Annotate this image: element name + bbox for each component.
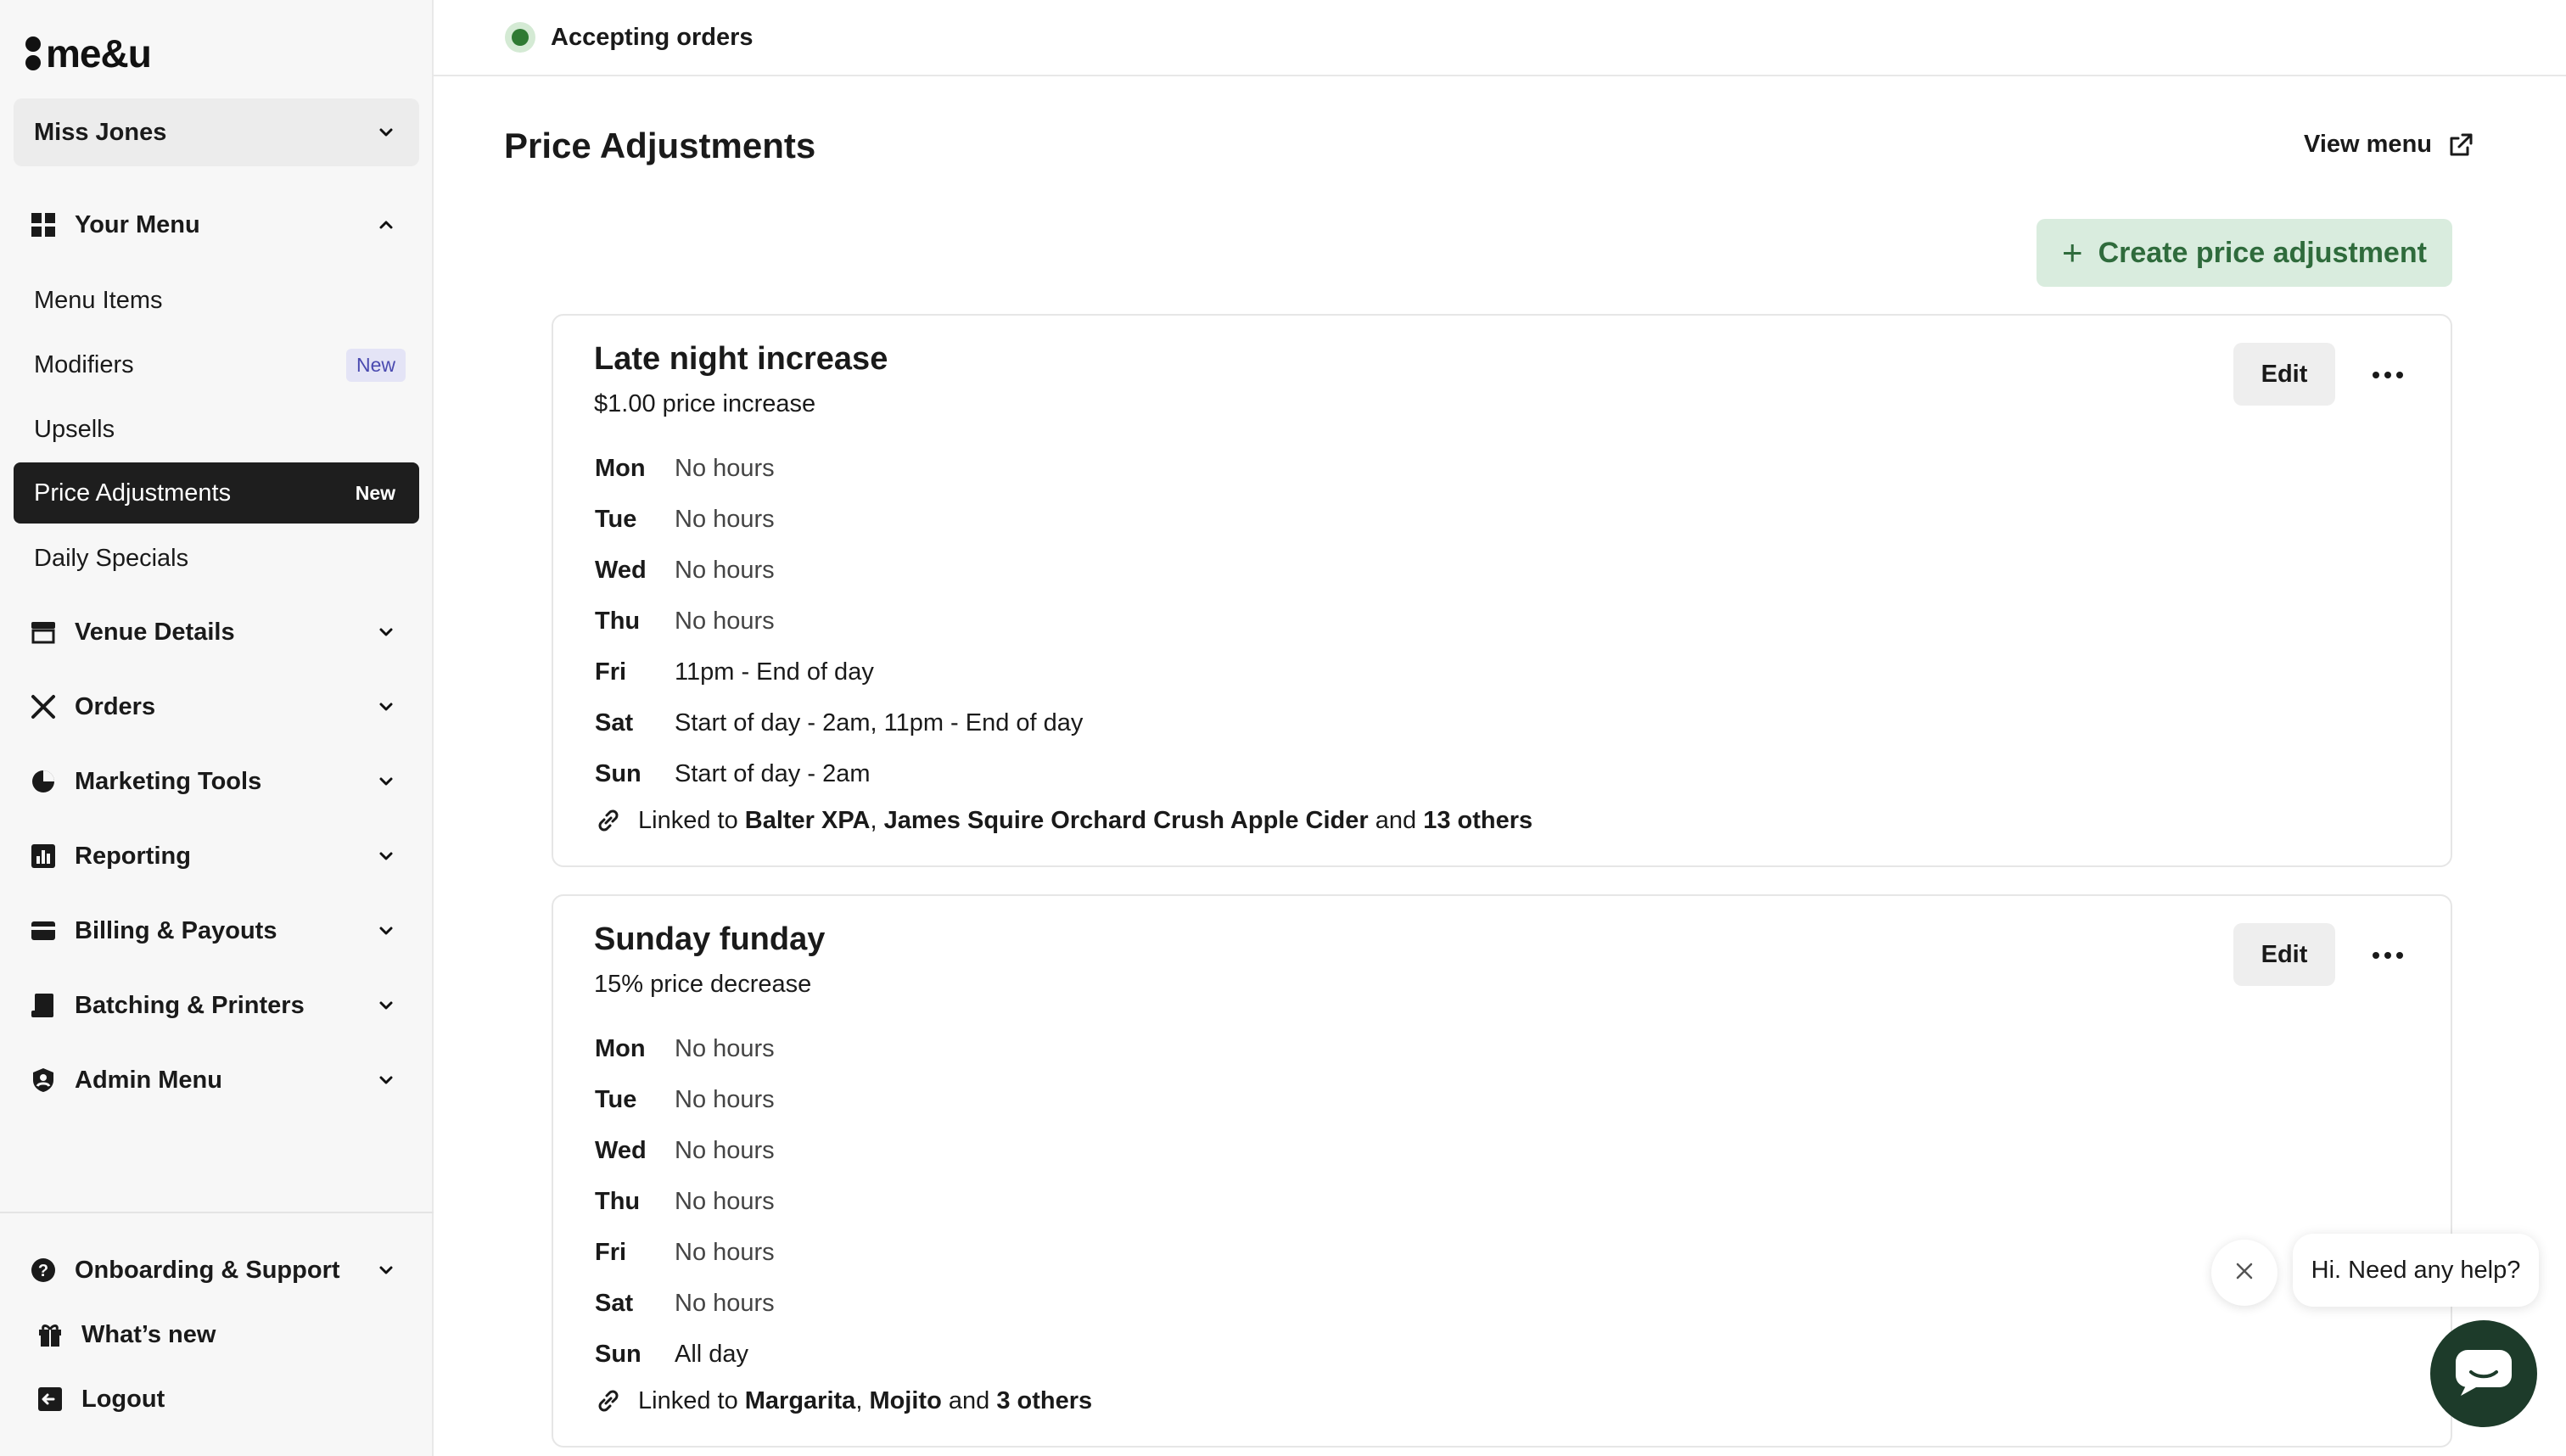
card-title: Late night increase bbox=[594, 341, 888, 377]
sidebar-item-menu-items[interactable] bbox=[14, 270, 419, 331]
nav-label: Batching & Printers bbox=[75, 991, 305, 1019]
schedule-list bbox=[595, 1023, 775, 1380]
day-label: Thu bbox=[595, 607, 641, 635]
nav-label: Venue Details bbox=[75, 618, 235, 646]
chevron-down-icon bbox=[377, 623, 395, 641]
bar-chart-icon bbox=[29, 842, 58, 871]
sidebar bbox=[0, 0, 434, 1456]
price-adjustment-card bbox=[552, 894, 2452, 1448]
status-indicator-icon bbox=[505, 22, 535, 53]
day-label: Mon bbox=[595, 1034, 646, 1062]
nav-billing-payouts[interactable] bbox=[14, 905, 419, 956]
schedule-row bbox=[595, 1227, 775, 1278]
day-label: Fri bbox=[595, 1238, 627, 1266]
new-badge: New bbox=[355, 481, 395, 504]
nav-label: Admin Menu bbox=[75, 1066, 222, 1094]
day-label: Mon bbox=[595, 454, 646, 482]
hours-value: 11pm - End of day bbox=[675, 658, 874, 686]
nav-logout[interactable] bbox=[14, 1374, 419, 1425]
nav-your-menu-label: Your Menu bbox=[75, 210, 200, 238]
create-button-label: Create price adjustment bbox=[2098, 236, 2427, 269]
view-menu-label: View menu bbox=[2304, 131, 2432, 158]
nav-whats-new[interactable] bbox=[14, 1309, 419, 1360]
venue-name: Miss Jones bbox=[34, 118, 167, 146]
hours-value: No hours bbox=[675, 1085, 775, 1113]
day-label: Tue bbox=[595, 505, 637, 533]
svg-text:?: ? bbox=[37, 1262, 49, 1280]
top-bar bbox=[434, 0, 2566, 76]
day-label: Tue bbox=[595, 1085, 637, 1113]
hours-value: No hours bbox=[675, 1187, 775, 1215]
linked-items: Linked to Balter XPA , James Squire Orchard Crush Apple Cider and 13 others bbox=[594, 806, 1532, 835]
hours-value: No hours bbox=[675, 1238, 775, 1266]
help-circle-icon bbox=[29, 1256, 58, 1285]
sidebar-divider bbox=[0, 1212, 434, 1213]
schedule-row bbox=[595, 596, 1083, 647]
link-icon bbox=[594, 806, 623, 835]
linked-item: Balter XPA bbox=[744, 806, 871, 834]
linked-item: James Squire Orchard Crush Apple Cider bbox=[883, 806, 1369, 834]
chat-launcher-button[interactable] bbox=[2430, 1320, 2537, 1427]
linked-and: and bbox=[1375, 806, 1417, 834]
sidebar-item-daily-specials[interactable] bbox=[14, 528, 419, 589]
sidebar-item-label: Menu Items bbox=[34, 286, 163, 314]
hours-value: No hours bbox=[675, 1034, 775, 1062]
new-badge: New bbox=[346, 349, 406, 382]
chevron-down-icon bbox=[377, 996, 395, 1015]
card-subtitle: $1.00 price increase bbox=[594, 390, 816, 417]
nav-label: Marketing Tools bbox=[75, 767, 262, 795]
logo-text: me&u bbox=[46, 31, 151, 76]
price-adjustment-card bbox=[552, 314, 2452, 867]
schedule-row bbox=[595, 1329, 775, 1380]
linked-others: 3 others bbox=[996, 1386, 1093, 1414]
nav-label: Billing & Payouts bbox=[75, 916, 277, 944]
schedule-row bbox=[595, 1176, 775, 1227]
sidebar-item-modifiers[interactable] bbox=[14, 334, 419, 395]
hours-value: No hours bbox=[675, 607, 775, 635]
chevron-down-icon bbox=[377, 697, 395, 716]
edit-button[interactable]: Edit bbox=[2233, 923, 2335, 986]
day-label: Fri bbox=[595, 658, 627, 686]
chevron-down-icon bbox=[377, 1261, 395, 1280]
day-label: Sun bbox=[595, 1340, 642, 1368]
more-options-icon[interactable] bbox=[2364, 932, 2412, 979]
chevron-down-icon bbox=[377, 921, 395, 940]
chevron-down-icon bbox=[377, 123, 395, 142]
gift-icon bbox=[36, 1320, 64, 1349]
sidebar-item-label: Modifiers bbox=[34, 350, 134, 378]
schedule-list bbox=[595, 443, 1083, 799]
grid-icon bbox=[29, 210, 58, 239]
linked-prefix: Linked to bbox=[638, 806, 738, 834]
schedule-row bbox=[595, 1125, 775, 1176]
chevron-down-icon bbox=[377, 1071, 395, 1089]
card-subtitle: 15% price decrease bbox=[594, 971, 812, 998]
hours-value: No hours bbox=[675, 1289, 775, 1317]
nav-marketing-tools[interactable] bbox=[14, 756, 419, 807]
sidebar-item-label: Price Adjustments bbox=[34, 479, 232, 507]
day-label: Sat bbox=[595, 1289, 634, 1317]
nav-label: Onboarding & Support bbox=[75, 1256, 340, 1284]
storefront-icon bbox=[29, 618, 58, 647]
hours-value: Start of day - 2am bbox=[675, 759, 871, 787]
nav-label: Logout bbox=[81, 1385, 165, 1413]
pie-chart-icon bbox=[29, 767, 58, 796]
day-label: Thu bbox=[595, 1187, 641, 1215]
order-status-text: Accepting orders bbox=[551, 23, 754, 51]
external-link-icon bbox=[2447, 132, 2474, 159]
linked-prefix: Linked to bbox=[638, 1386, 738, 1414]
schedule-row bbox=[595, 1074, 775, 1125]
linked-items: Linked to Margarita , Mojito and 3 others bbox=[594, 1386, 1092, 1415]
shield-icon bbox=[29, 1066, 58, 1095]
nav-label: Orders bbox=[75, 692, 156, 720]
schedule-row bbox=[595, 443, 1083, 494]
chat-prompt-bubble[interactable]: Hi. Need any help? bbox=[2293, 1234, 2539, 1307]
credit-card-icon bbox=[29, 916, 58, 945]
nav-label: What’s new bbox=[81, 1320, 216, 1348]
logout-icon bbox=[36, 1385, 64, 1414]
hours-value: No hours bbox=[675, 505, 775, 533]
chat-icon bbox=[2454, 1347, 2513, 1402]
plus-icon: + bbox=[2062, 232, 2083, 272]
day-label: Sun bbox=[595, 759, 642, 787]
hours-value: No hours bbox=[675, 1136, 775, 1164]
linked-and: and bbox=[948, 1386, 990, 1414]
link-icon bbox=[594, 1386, 623, 1415]
create-price-adjustment-button[interactable] bbox=[2037, 219, 2452, 287]
printer-icon bbox=[29, 991, 58, 1020]
schedule-row bbox=[595, 697, 1083, 748]
day-label: Wed bbox=[595, 1136, 647, 1164]
page-title: Price Adjustments bbox=[504, 126, 816, 165]
close-icon bbox=[2233, 1260, 2255, 1286]
chevron-down-icon bbox=[377, 847, 395, 865]
sidebar-item-upsells[interactable] bbox=[14, 399, 419, 460]
nav-venue-details[interactable] bbox=[14, 607, 419, 658]
schedule-row bbox=[595, 647, 1083, 697]
nav-your-menu[interactable] bbox=[14, 199, 419, 250]
sidebar-item-label: Upsells bbox=[34, 415, 115, 443]
chevron-up-icon bbox=[377, 216, 395, 234]
schedule-row bbox=[595, 1278, 775, 1329]
linked-others: 13 others bbox=[1423, 806, 1533, 834]
hours-value: All day bbox=[675, 1340, 749, 1368]
nav-admin-menu[interactable] bbox=[14, 1055, 419, 1106]
linked-item: Mojito bbox=[869, 1386, 942, 1414]
chat-dismiss-button[interactable] bbox=[2211, 1240, 2277, 1306]
nav-orders[interactable] bbox=[14, 681, 419, 732]
nav-label: Reporting bbox=[75, 842, 191, 870]
schedule-row bbox=[595, 1023, 775, 1074]
chevron-down-icon bbox=[377, 772, 395, 791]
card-title: Sunday funday bbox=[594, 921, 826, 957]
me-and-u-logo[interactable] bbox=[25, 31, 151, 76]
sidebar-item-price-adjustments[interactable] bbox=[14, 462, 419, 524]
venue-selector[interactable] bbox=[14, 98, 419, 166]
edit-button[interactable]: Edit bbox=[2233, 343, 2335, 406]
logo-mark-icon bbox=[25, 36, 41, 70]
nav-reporting[interactable] bbox=[14, 831, 419, 882]
nav-batching-printers[interactable] bbox=[14, 980, 419, 1031]
linked-item: Margarita bbox=[744, 1386, 856, 1414]
utensils-icon bbox=[29, 692, 58, 721]
view-menu-link[interactable] bbox=[2304, 131, 2474, 159]
nav-onboarding-support[interactable] bbox=[14, 1245, 419, 1296]
schedule-row bbox=[595, 748, 1083, 799]
sidebar-item-label: Daily Specials bbox=[34, 544, 189, 572]
hours-value: No hours bbox=[675, 556, 775, 584]
hours-value: Start of day - 2am, 11pm - End of day bbox=[675, 708, 1084, 736]
day-label: Wed bbox=[595, 556, 647, 584]
schedule-row bbox=[595, 494, 1083, 545]
hours-value: No hours bbox=[675, 454, 775, 482]
day-label: Sat bbox=[595, 708, 634, 736]
more-options-icon[interactable] bbox=[2364, 351, 2412, 399]
schedule-row bbox=[595, 545, 1083, 596]
